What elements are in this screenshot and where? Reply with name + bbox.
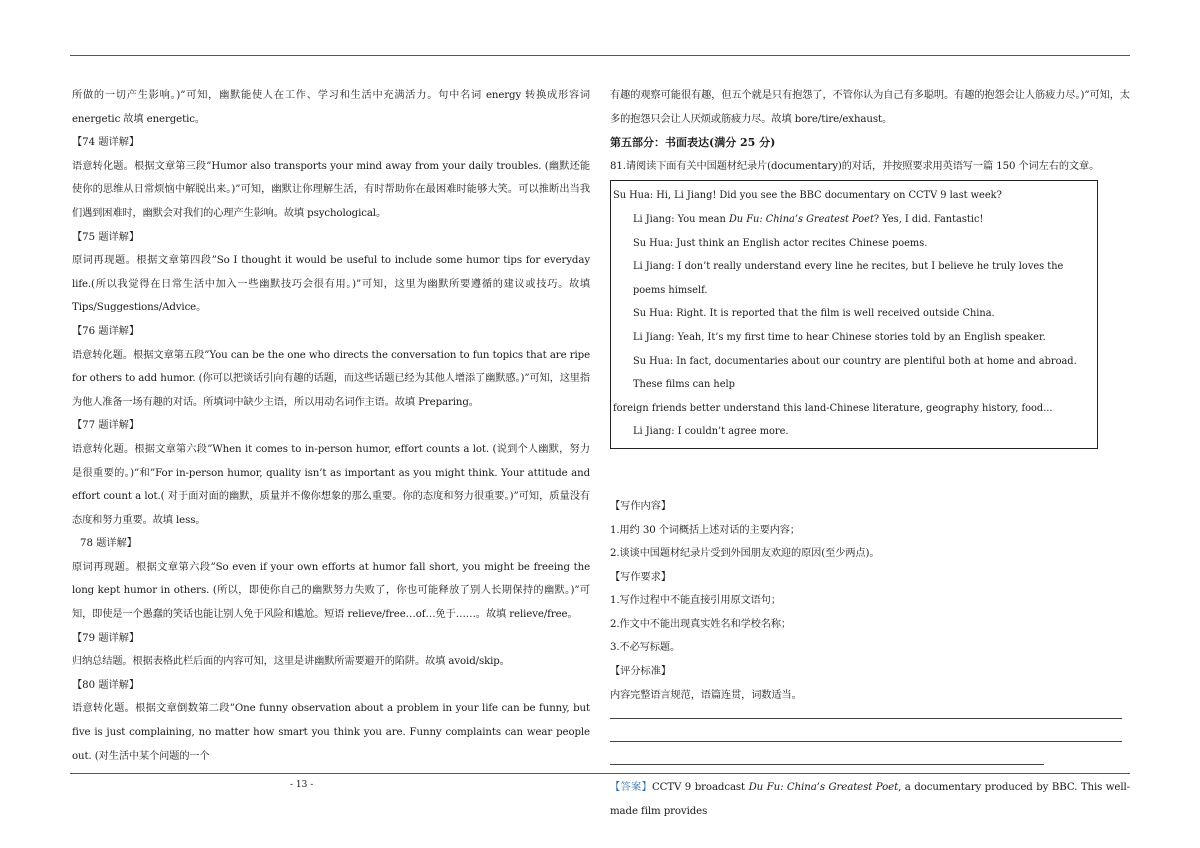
writing-content-heading: 【写作内容】 — [610, 500, 672, 512]
footer-rule — [70, 773, 1130, 774]
writing-content-item: 1.用约 30 个词概括上述对话的主要内容； — [610, 524, 800, 536]
dialogue-line: Li Jiang: Yeah, It’s my first time to hear Chinese stories told by an English speaker. — [633, 331, 1046, 343]
question-heading: 【74 题详解】 — [72, 137, 140, 149]
explanation-paragraph: 归纳总结题。根据表格此栏后面的内容可知，这里是讲幽默所需要避开的陷阱。故填 avoid/skip。 — [72, 656, 510, 668]
writing-requirement-item: 2.作文中不能出现真实姓名和学校名称； — [610, 618, 792, 630]
dialogue-line: Li Jiang: You mean Du Fu: China’s Greatest Poet? Yes, I did. Fantastic! — [633, 213, 984, 225]
answer-tag: 【答案】 — [610, 782, 652, 794]
writing-content-item: 2.谈谈中国题材纪录片受到外国朋友欢迎的原因(至少两点)。 — [610, 548, 880, 560]
explanation-paragraph: 原词再现题。根据文章第六段”So even if your own efforts at humor fall short, you might be freeing the long kept humor in others. (所以，即使你自己的幽默努力失败了，你也可能释放了别人长期保持的幽默。)”可知，即使是一个愚蠢的笑话也能让别人免于风险和尴尬。短语 relieve/free…of…免于……。故填 relieve/free。 — [72, 561, 590, 621]
dialogue-line: Su Hua: Hi, Li Jiang! Did you see the BBC documentary on CCTV 9 last week? — [613, 190, 1002, 202]
writing-requirements-heading: 【写作要求】 — [610, 571, 672, 583]
dialogue-line: Su Hua: In fact, documentaries about our country are plentiful both at home and abroad. These films can help — [633, 355, 1077, 391]
section-title: 第五部分：书面表达(满分 25 分) — [610, 136, 776, 150]
question-heading: 78 题详解】 — [80, 538, 137, 550]
writing-requirement-item: 3.不必写标题。 — [610, 642, 681, 654]
dialogue-line: Li Jiang: I couldn’t agree more. — [633, 426, 789, 438]
dialogue-line: Li Jiang: I don’t really understand every line he recites, but I believe he truly loves the poems himself. — [633, 261, 1064, 296]
explanation-paragraph: 语意转化题。根据文章倒数第二段”One funny observation about a problem in your life can be funny, but five is just complaining, no matter how smart you think you are. Funny complaints can wear people out. (对生活中某个问题的一个 — [72, 703, 590, 762]
dialogue-line: Su Hua: Right. It is reported that the film is well received outside China. — [633, 308, 995, 320]
grading-text: 内容完整语言规范，语篇连贯，词数适当。 — [610, 689, 802, 701]
explanation-paragraph: 语意转化题。根据文章第三段”Humor also transports your mind away from your daily troubles. (幽默还能使你的思维从日常烦恼中解脱出来。)”可知，幽默让你理解生活，有时帮助你在最困难时能够大笑。可以推断出当我们遇到困难时，幽默会对我们的心理产生影响。故填 psychological。 — [72, 160, 590, 219]
answer-blank-line — [610, 718, 1122, 730]
page-number: - 13 - — [290, 780, 314, 790]
dialogue-line: foreign friends better understand this land-Chinese literature, geography history, food... — [613, 402, 1053, 414]
question-heading: 【76 题详解】 — [72, 325, 140, 337]
right-column — [610, 84, 1130, 823]
explanation-paragraph: 语意转化题。根据文章第六段”When it comes to in-person humor, effort counts a lot. (说到个人幽默，努力是很重要的。)”和”For in-person humor, quality isn’t as important as you might think. Your attitude and effort count a lot.( 对于面对面的幽默，质量并不像你想象的那么重要。你的态度和努力很重要。)”可知，质量没有态度和努力重要。故填 less。 — [72, 443, 590, 526]
question-heading: 【75 题详解】 — [72, 231, 140, 243]
question-81-prompt: 81.请阅读下面有关中国题材纪录片(documentary)的对话，并按照要求用英语写一篇 150 个词左右的文章。 — [610, 160, 1100, 172]
answer-text: 【答案】CCTV 9 broadcast Du Fu: China’s Greatest Poet, a documentary produced by BBC. This well-made film provides — [610, 782, 1130, 817]
header-rule — [70, 55, 1130, 56]
explanation-paragraph: 语意转化题。根据文章第五段”You can be the one who directs the conversation to fun topics that are ripe for others to add humor. (你可以把谈话引向有趣的话题，而这些话题已经为其他人增添了幽默感。)”可知，这里指为他人准备一场有趣的对话。所填词中缺少主语，所以用动名词作主语。故填 Preparing。 — [72, 349, 590, 408]
writing-requirement-item: 1.写作过程中不能直接引用原文语句； — [610, 595, 781, 607]
question-heading: 【80 题详解】 — [72, 679, 140, 691]
left-column — [72, 84, 590, 768]
answer-blank-line — [610, 741, 1122, 753]
explanation-paragraph: 原词再现题。根据文章第四段”So I thought it would be useful to include some humor tips for everyday life.(所以我觉得在日常生活中加入一些幽默技巧会很有用。)”可知，这里为幽默所要遵循的建议或技巧。故填 Tips/Suggestions/Advice。 — [72, 255, 590, 314]
answer-blank-line — [610, 764, 1044, 776]
question-heading: 【79 题详解】 — [72, 632, 140, 644]
question-heading: 【77 题详解】 — [72, 420, 140, 432]
explanation-paragraph: 所做的一切产生影响。)”可知，幽默能使人在工作、学习和生活中充满活力。句中名词 energy 转换成形容词 energetic 故填 energetic。 — [72, 90, 590, 125]
dialogue-box — [610, 180, 1098, 449]
grading-heading: 【评分标准】 — [610, 666, 672, 678]
dialogue-line: Su Hua: Just think an English actor recites Chinese poems. — [633, 237, 928, 249]
continuation-text: 有趣的观察可能很有趣，但五个就是只有抱怨了，不管你认为自己有多聪明。有趣的抱怨会让人筋疲力尽。)”可知，太多的抱怨只会让人厌烦或筋疲力尽。故填 bore/tire/exhaust。 — [610, 90, 1130, 125]
